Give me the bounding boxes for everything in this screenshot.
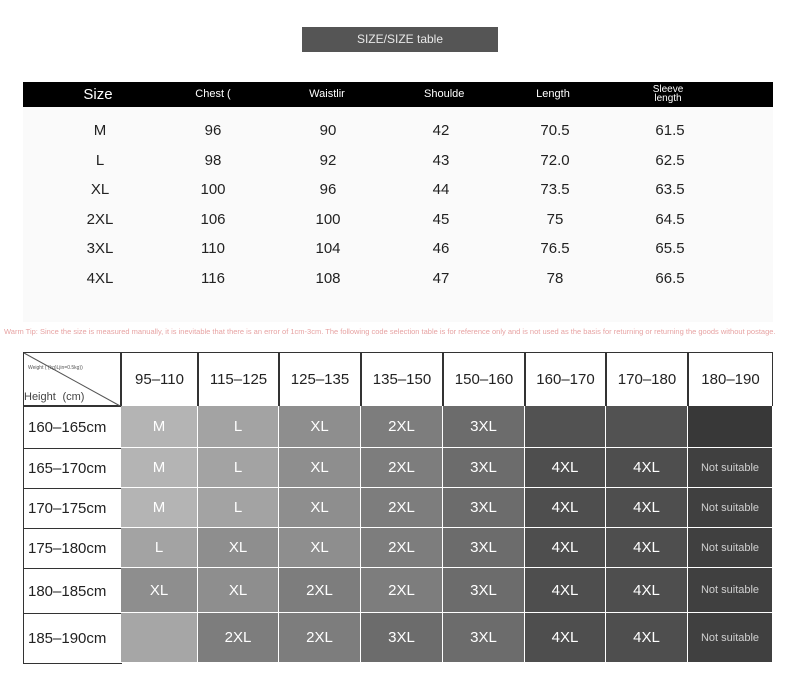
size-cell: 78 [546, 270, 564, 287]
size-row [23, 205, 773, 234]
size-recommendation-cell: 2XL [279, 568, 361, 613]
size-cell: 65.5 [655, 240, 685, 257]
chart-corner [23, 352, 121, 406]
size-recommendation-cell: 3XL [443, 448, 525, 488]
size-recommendation-cell: 3XL [443, 613, 525, 663]
size-cell: 42 [432, 122, 450, 139]
size-row [23, 264, 773, 293]
height-row-header: 175–180cm [23, 528, 122, 569]
size-cell: 76.5 [540, 240, 570, 257]
warm-tip: Warm Tip: Since the size is measured manually, it is inevitable that there is an error of 1cm-3cm. The following code selection table is for reference only and is not used as the basis for returning or returning the goods without postage. [4, 327, 776, 336]
size-recommendation-cell: 2XL [279, 613, 361, 663]
size-recommendation-cell: M [121, 448, 198, 488]
size-cell: 96 [204, 122, 222, 139]
weight-column-header: 180–190 [688, 352, 773, 407]
header-sleeve-bottom: length [654, 93, 682, 104]
header-shoulder: Shoulde [424, 88, 465, 100]
weight-column-header: 150–160 [443, 352, 525, 407]
size-recommendation-cell: Not suitable [688, 448, 773, 488]
size-cell: L [95, 152, 105, 169]
size-recommendation-cell: 4XL [606, 488, 688, 528]
size-cell: 47 [432, 270, 450, 287]
size-recommendation-cell: 4XL [525, 528, 606, 568]
size-cell: 110 [201, 240, 225, 257]
size-row [23, 116, 773, 145]
size-recommendation-cell: 2XL [361, 568, 443, 613]
size-recommendation-cell: 4XL [606, 613, 688, 663]
size-recommendation-cell: Not suitable [688, 613, 773, 663]
size-cell: 104 [315, 240, 341, 257]
header-length: Length [536, 88, 570, 100]
size-cell: 75 [546, 211, 564, 228]
size-cell: 61.5 [655, 122, 685, 139]
size-cell: 108 [315, 270, 341, 287]
size-recommendation-cell: L [198, 406, 279, 448]
size-recommendation-cell: L [198, 488, 279, 528]
size-cell: 116 [201, 270, 225, 287]
size-recommendation-cell: 3XL [443, 488, 525, 528]
corner-height-text: Height [24, 391, 56, 403]
size-recommendation-cell: XL [279, 528, 361, 568]
size-recommendation-cell: Not suitable [688, 568, 773, 613]
size-recommendation-cell [688, 406, 773, 448]
corner-height-label [24, 389, 84, 403]
weight-column-header: 95–110 [121, 352, 198, 407]
size-cell: XL [90, 181, 110, 198]
size-recommendation-cell: XL [198, 528, 279, 568]
height-row-header: 165–170cm [23, 448, 122, 489]
size-recommendation-cell: 2XL [361, 528, 443, 568]
size-recommendation-cell: XL [198, 568, 279, 613]
size-recommendation-cell: 4XL [525, 568, 606, 613]
size-recommendation-cell: L [121, 528, 198, 568]
weight-column-header: 115–125 [198, 352, 279, 407]
weight-column-header: 170–180 [606, 352, 688, 407]
size-recommendation-cell: 4XL [606, 568, 688, 613]
size-recommendation-cell [525, 406, 606, 448]
size-cell: 44 [432, 181, 450, 198]
size-recommendation-cell: XL [279, 488, 361, 528]
corner-height-unit: (cm) [62, 391, 85, 403]
weight-column-header: 160–170 [525, 352, 606, 407]
size-cell: 46 [432, 240, 450, 257]
size-cell: 70.5 [540, 122, 570, 139]
height-row-header: 170–175cm [23, 488, 122, 529]
size-recommendation-cell: L [198, 448, 279, 488]
weight-column-header: 135–150 [361, 352, 443, 407]
size-cell: 72.0 [540, 152, 570, 169]
size-cell: 92 [319, 152, 337, 169]
header-sleeve-top: Sleeve [652, 84, 684, 95]
header-size: Size [83, 86, 113, 103]
size-cell: 45 [432, 211, 450, 228]
size-cell: 43 [432, 152, 450, 169]
size-cell: 90 [319, 122, 337, 139]
page-title: SIZE/SIZE table [302, 27, 498, 52]
size-cell: 62.5 [655, 152, 685, 169]
header-chest: Chest ( [195, 88, 231, 100]
size-cell: 2XL [86, 211, 114, 228]
size-row [23, 146, 773, 175]
size-row [23, 175, 773, 204]
size-recommendation-cell: 4XL [525, 488, 606, 528]
height-row-header: 160–165cm [23, 406, 122, 449]
header-sleeve-length [648, 82, 688, 110]
size-recommendation-cell: 4XL [606, 448, 688, 488]
size-recommendation-cell: 4XL [525, 613, 606, 663]
size-cell: 100 [200, 181, 226, 198]
size-table [23, 82, 773, 322]
size-cell: 3XL [86, 240, 114, 257]
size-recommendation-cell: 3XL [361, 613, 443, 663]
header-waistline: Waistlir [309, 88, 345, 100]
height-row-header: 180–185cm [23, 568, 122, 614]
size-recommendation-cell: 4XL [606, 528, 688, 568]
size-recommendation-cell: 3XL [443, 568, 525, 613]
size-recommendation-cell: 3XL [443, 406, 525, 448]
size-cell: 64.5 [655, 211, 685, 228]
size-recommendation-cell: XL [279, 448, 361, 488]
size-cell: 106 [200, 211, 226, 228]
size-recommendation-cell: 4XL [525, 448, 606, 488]
height-row-header: 185–190cm [23, 613, 122, 664]
corner-weight-label: Weight ( (kg)Ljin=0.5kg)) [28, 365, 83, 371]
size-recommendation-cell: XL [121, 568, 198, 613]
size-table-header [23, 82, 773, 107]
size-cell: 98 [204, 152, 222, 169]
size-row [23, 234, 773, 263]
weight-column-header: 125–135 [279, 352, 361, 407]
size-recommendation-cell: M [121, 488, 198, 528]
size-recommendation-cell: M [121, 406, 198, 448]
size-cell: 63.5 [655, 181, 685, 198]
size-cell: 96 [319, 181, 337, 198]
size-recommendation-cell: 2XL [361, 406, 443, 448]
size-recommendation-cell: 3XL [443, 528, 525, 568]
size-cell: 66.5 [655, 270, 685, 287]
size-recommendation-cell: Not suitable [688, 528, 773, 568]
size-cell: 4XL [86, 270, 114, 287]
size-cell: M [93, 122, 107, 139]
size-cell: 100 [315, 211, 341, 228]
size-recommendation-cell: 2XL [361, 488, 443, 528]
size-recommendation-cell [121, 613, 198, 663]
size-recommendation-cell [606, 406, 688, 448]
size-recommendation-cell: 2XL [198, 613, 279, 663]
size-cell: 73.5 [540, 181, 570, 198]
size-recommendation-cell: XL [279, 406, 361, 448]
size-recommendation-cell: 2XL [361, 448, 443, 488]
size-recommendation-cell: Not suitable [688, 488, 773, 528]
